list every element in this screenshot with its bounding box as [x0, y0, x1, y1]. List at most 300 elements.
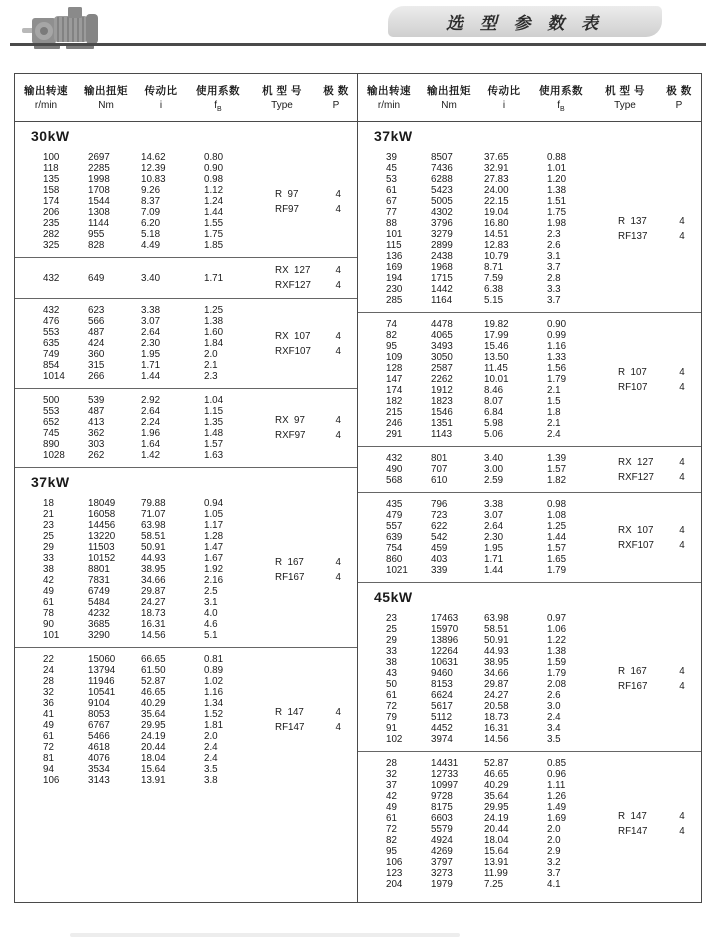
value-cell: 1143 [431, 429, 453, 440]
value-cell: 5484 [88, 597, 110, 608]
value-cell: 14.62 [141, 152, 166, 163]
type-line [606, 231, 699, 242]
type-poles-group [606, 607, 699, 751]
value-cell: 1.17 [204, 520, 224, 531]
value-cell: 22 [43, 654, 54, 665]
value-cell: 3.1 [547, 251, 561, 262]
value-cell: 95 [386, 341, 397, 352]
value-cell: 479 [386, 510, 403, 521]
value-cell: 500 [43, 395, 60, 406]
type-line [263, 280, 355, 291]
value-cell: 432 [43, 305, 60, 316]
value-cell: 413 [88, 417, 105, 428]
type-label: RF97 [275, 203, 299, 215]
value-cell: 101 [386, 229, 403, 240]
value-cell: 25 [43, 531, 54, 542]
value-cell: 1998 [88, 174, 110, 185]
value-cell: 72 [43, 742, 54, 753]
value-cell: 91 [386, 723, 397, 734]
value-cell: 18.04 [484, 835, 509, 846]
value-cell: 1.44 [204, 207, 224, 218]
value-cell: 1.44 [484, 565, 504, 576]
value-cell: 1.79 [547, 668, 567, 679]
value-cell: 7.59 [484, 273, 504, 284]
value-cell: 3.1 [204, 597, 218, 608]
value-cell: 5466 [88, 731, 110, 742]
value-cell: 24.19 [141, 731, 166, 742]
value-cell: 1.25 [204, 305, 224, 316]
value-cell: 15970 [431, 624, 459, 635]
column-unit: r/min [377, 99, 401, 111]
value-cell: 0.96 [547, 769, 567, 780]
value-cell: 1.16 [547, 341, 567, 352]
column-unit: Nm [441, 99, 457, 111]
value-cell: 7436 [431, 163, 453, 174]
value-cell: 14.56 [141, 630, 166, 641]
value-cell: 79.88 [141, 498, 166, 509]
value-cell: 2.4 [204, 742, 218, 753]
value-cell: 18049 [88, 498, 116, 509]
value-cell: 1.42 [141, 450, 161, 461]
value-cell: 3797 [431, 857, 453, 868]
table-half-body [15, 122, 357, 792]
value-cell: 77 [386, 207, 397, 218]
value-cell: 1.69 [547, 813, 567, 824]
value-cell: 3.5 [204, 764, 218, 775]
value-cell: 23 [43, 520, 54, 531]
value-cell: 24 [43, 665, 54, 676]
column-label-cn: 输出扭矩 [84, 84, 128, 97]
value-cell: 6.20 [141, 218, 161, 229]
type-label: RXF127 [275, 280, 311, 291]
value-cell: 71.07 [141, 509, 166, 520]
value-cell: 1.39 [547, 453, 567, 464]
value-cell: 1.98 [547, 218, 567, 229]
table-right-half [358, 74, 701, 902]
value-cell: 2.30 [141, 338, 161, 349]
value-cell: 78 [43, 608, 54, 619]
value-cell: 136 [386, 251, 403, 262]
value-cell: 2262 [431, 374, 453, 385]
value-cell: 14.51 [484, 229, 509, 240]
value-cell: 100 [43, 152, 60, 163]
data-block [358, 313, 701, 446]
type-label: RX 107 [275, 330, 311, 342]
value-cell: 49 [43, 586, 54, 597]
value-cell: 266 [88, 371, 105, 382]
value-cell: 128 [386, 363, 403, 374]
value-cell: 1.64 [141, 439, 161, 450]
type-label: RXF107 [618, 539, 654, 551]
value-cell: 1.12 [204, 185, 224, 196]
value-cell: 215 [386, 407, 403, 418]
value-cell: 553 [43, 406, 60, 417]
value-cell: 29 [386, 635, 397, 646]
value-cell: 6.84 [484, 407, 504, 418]
value-cell: 1.16 [204, 687, 224, 698]
table-half-body [358, 122, 701, 896]
value-cell: 432 [386, 453, 403, 464]
value-cell: 745 [43, 428, 60, 439]
value-cell: 95 [386, 846, 397, 857]
value-cell: 115 [386, 240, 402, 251]
value-cell: 3.40 [141, 272, 161, 284]
value-cell: 1715 [431, 273, 453, 284]
poles-value: 4 [335, 188, 341, 200]
value-cell: 74 [386, 319, 397, 330]
column-header [666, 83, 691, 113]
value-cell: 3050 [431, 352, 453, 363]
column-label-cn: 机 型 号 [262, 84, 302, 97]
value-cell: 325 [43, 240, 60, 251]
value-cell: 2.64 [484, 521, 504, 532]
value-cell: 3.38 [141, 305, 161, 316]
value-cell: 459 [431, 543, 448, 554]
value-cell: 88 [386, 218, 397, 229]
value-cell: 34.66 [141, 575, 166, 586]
column-unit: $f_B$ [557, 99, 565, 113]
poles-value: 4 [335, 430, 341, 441]
value-cell: 14456 [88, 520, 116, 531]
value-cell: 1.60 [204, 327, 224, 338]
value-cell: 801 [431, 453, 448, 464]
value-cell: 37 [386, 780, 397, 791]
value-cell: 18.73 [484, 712, 509, 723]
value-cell: 435 [386, 499, 403, 510]
value-cell: 206 [43, 207, 60, 218]
type-label: RF147 [618, 826, 648, 837]
type-label: R 107 [618, 366, 647, 378]
value-cell: 0.90 [204, 163, 224, 174]
column-label-cn: 传动比 [144, 84, 178, 97]
type-line [606, 826, 699, 837]
data-block [15, 146, 357, 257]
value-cell: 34.66 [484, 668, 509, 679]
value-cell: 303 [88, 439, 105, 450]
poles-value: 4 [679, 456, 685, 468]
value-cell: 50.91 [141, 542, 166, 553]
value-cell: 432 [43, 272, 60, 284]
value-cell: 1.63 [204, 450, 224, 461]
value-cell: 2.6 [547, 690, 561, 701]
value-cell: 0.97 [547, 613, 567, 624]
type-line [263, 430, 355, 441]
value-cell: 1.47 [204, 542, 224, 553]
type-label: RF167 [618, 681, 648, 692]
type-label: RX 97 [275, 415, 305, 426]
value-cell: 13.91 [141, 775, 166, 786]
value-cell: 106 [386, 857, 403, 868]
poles-value: 4 [679, 524, 685, 536]
column-label-cn: 使用系数 [539, 84, 583, 97]
value-cell: 362 [88, 428, 105, 439]
value-cell: 3.2 [547, 857, 561, 868]
value-cell: 1.81 [204, 720, 224, 731]
value-cell: 1.79 [547, 374, 567, 385]
column-unit: i [502, 99, 506, 111]
value-cell: 5005 [431, 196, 453, 207]
value-cell: 539 [88, 395, 105, 406]
type-poles-group [263, 258, 355, 298]
value-cell: 72 [386, 824, 397, 835]
value-cell: 5.18 [141, 229, 161, 240]
value-cell: 6624 [431, 690, 453, 701]
value-cell: 22.15 [484, 196, 509, 207]
type-line [606, 681, 699, 692]
type-line [606, 382, 699, 393]
type-line [263, 557, 355, 568]
value-cell: 2.9 [547, 846, 561, 857]
type-label: RF167 [275, 571, 305, 583]
value-cell: 749 [43, 349, 60, 360]
value-cell: 94 [43, 764, 54, 775]
value-cell: 58.51 [484, 624, 509, 635]
value-cell: 13220 [88, 531, 116, 542]
value-cell: 23 [386, 613, 397, 624]
value-cell: 3273 [431, 868, 453, 879]
value-cell: 12264 [431, 646, 459, 657]
value-cell: 622 [431, 521, 448, 532]
value-cell: 1.02 [204, 676, 224, 687]
page-title-banner [388, 6, 662, 37]
power-section-heading: 37kW [31, 474, 70, 490]
value-cell: 29.95 [141, 720, 166, 731]
column-label-cn: 机 型 号 [605, 84, 645, 97]
selection-parameter-table [14, 73, 702, 903]
value-cell: 3.7 [547, 295, 561, 306]
value-cell: 955 [88, 229, 105, 240]
column-header [605, 83, 645, 113]
type-label: R 147 [275, 707, 304, 718]
value-cell: 8801 [88, 564, 110, 575]
value-cell: 50 [386, 679, 397, 690]
type-poles-group [606, 493, 699, 582]
value-cell: 1.79 [547, 565, 567, 576]
value-cell: 13.50 [484, 352, 509, 363]
value-cell: 10541 [88, 687, 116, 698]
type-label: RX 127 [618, 456, 654, 468]
value-cell: 10997 [431, 780, 459, 791]
value-cell: 32 [43, 687, 54, 698]
value-cell: 6288 [431, 174, 453, 185]
poles-value: 4 [679, 381, 685, 393]
value-cell: 4924 [431, 835, 453, 846]
value-cell: 890 [43, 439, 60, 450]
value-cell: 9460 [431, 668, 453, 679]
value-cell: 1028 [43, 450, 65, 461]
value-cell: 27.83 [484, 174, 509, 185]
value-cell: 53 [386, 174, 397, 185]
value-cell: 1.44 [547, 532, 567, 543]
value-cell: 1014 [43, 371, 65, 382]
value-cell: 424 [88, 338, 105, 349]
data-block [358, 493, 701, 582]
value-cell: 1.35 [204, 417, 224, 428]
value-cell: 11503 [88, 542, 115, 553]
value-cell: 35.64 [484, 791, 509, 802]
value-cell: 723 [431, 510, 448, 521]
value-cell: 33 [43, 553, 54, 564]
value-cell: 2.8 [547, 273, 561, 284]
value-cell: 21 [43, 509, 54, 520]
value-cell: 5.15 [484, 295, 504, 306]
power-section-heading: 37kW [374, 128, 413, 144]
value-cell: 81 [43, 753, 54, 764]
value-cell: 1.59 [547, 657, 567, 668]
value-cell: 1.01 [547, 163, 567, 174]
type-line [263, 707, 355, 718]
value-cell: 1.38 [547, 185, 567, 196]
value-cell: 38.95 [484, 657, 509, 668]
value-cell: 2.16 [204, 575, 224, 586]
value-cell: 29.87 [141, 586, 166, 597]
value-cell: 7831 [88, 575, 110, 586]
value-cell: 490 [386, 464, 403, 475]
value-cell: 610 [431, 475, 448, 486]
value-cell: 9728 [431, 791, 453, 802]
value-cell: 854 [43, 360, 60, 371]
value-cell: 174 [386, 385, 403, 396]
type-label: R 167 [618, 666, 647, 677]
column-label-cn: 极 数 [666, 84, 692, 97]
value-cell: 46.65 [484, 769, 509, 780]
poles-value: 4 [679, 231, 685, 242]
column-label-cn: 使用系数 [196, 84, 240, 97]
poles-value: 4 [335, 330, 341, 342]
value-cell: 38.95 [141, 564, 166, 575]
value-cell: 0.81 [204, 654, 224, 665]
value-cell: 2.3 [204, 371, 218, 382]
column-unit: r/min [34, 99, 58, 111]
value-cell: 1.04 [204, 395, 224, 406]
value-cell: 174 [43, 196, 60, 207]
value-cell: 1.67 [204, 553, 224, 564]
column-label-cn: 输出转速 [24, 84, 68, 97]
value-cell: 1.38 [204, 316, 224, 327]
value-cell: 194 [386, 273, 403, 284]
value-cell: 315 [88, 360, 105, 371]
column-header [262, 83, 302, 113]
value-cell: 1.15 [204, 406, 224, 417]
value-cell: 2.5 [204, 586, 218, 597]
type-label: RXF127 [618, 471, 654, 483]
value-cell: 1.57 [547, 543, 567, 554]
value-cell: 24.27 [484, 690, 509, 701]
value-cell: 1.33 [547, 352, 567, 363]
column-unit: P [332, 99, 340, 111]
value-cell: 476 [43, 316, 60, 327]
value-cell: 3.3 [547, 284, 561, 295]
value-cell: 2.4 [547, 712, 561, 723]
poles-value: 4 [335, 345, 341, 357]
value-cell: 2.0 [547, 824, 561, 835]
value-cell: 5423 [431, 185, 453, 196]
column-header-row [358, 74, 701, 122]
value-cell: 16.80 [484, 218, 509, 229]
value-cell: 40.29 [141, 698, 166, 709]
value-cell: 1823 [431, 396, 453, 407]
type-line [263, 572, 355, 583]
type-line [263, 265, 355, 276]
value-cell: 1.95 [141, 349, 161, 360]
value-cell: 4076 [88, 753, 110, 764]
type-poles-group [263, 299, 355, 388]
value-cell: 11.45 [484, 363, 508, 374]
value-cell: 2.08 [547, 679, 567, 690]
value-cell: 623 [88, 305, 105, 316]
value-cell: 101 [43, 630, 60, 641]
value-cell: 36 [43, 698, 54, 709]
value-cell: 7.25 [484, 879, 504, 890]
value-cell: 15060 [88, 654, 116, 665]
value-cell: 49 [386, 802, 397, 813]
value-cell: 58.51 [141, 531, 166, 542]
value-cell: 639 [386, 532, 403, 543]
value-cell: 46.65 [141, 687, 166, 698]
type-line [606, 367, 699, 378]
value-cell: 10.83 [141, 174, 166, 185]
value-cell: 1.51 [547, 196, 567, 207]
value-cell: 2.1 [547, 418, 561, 429]
gear-motor-image [20, 2, 112, 54]
value-cell: 1968 [431, 262, 453, 273]
value-cell: 4269 [431, 846, 453, 857]
value-cell: 1.75 [547, 207, 567, 218]
value-cell: 15.64 [141, 764, 166, 775]
column-header [427, 83, 471, 113]
type-line [606, 540, 699, 551]
table-left-half [15, 74, 358, 902]
value-cell: 61.50 [141, 665, 166, 676]
value-cell: 20.58 [484, 701, 509, 712]
value-cell: 1.55 [204, 218, 224, 229]
value-cell: 3.0 [547, 701, 561, 712]
value-cell: 1.20 [547, 174, 567, 185]
value-cell: 3.38 [484, 499, 504, 510]
value-cell: 35.64 [141, 709, 166, 720]
value-cell: 553 [43, 327, 60, 338]
value-cell: 2587 [431, 363, 453, 374]
value-cell: 52.87 [141, 676, 166, 687]
value-cell: 860 [386, 554, 403, 565]
column-header [323, 83, 348, 113]
poles-value: 4 [335, 722, 341, 733]
value-cell: 45 [386, 163, 397, 174]
value-cell: 204 [386, 879, 403, 890]
value-cell: 0.89 [204, 665, 224, 676]
type-poles-group [263, 146, 355, 257]
value-cell: 0.94 [204, 498, 224, 509]
type-label: RX 127 [275, 265, 311, 276]
value-cell: 5617 [431, 701, 453, 712]
value-cell: 557 [386, 521, 403, 532]
value-cell: 12733 [431, 769, 459, 780]
value-cell: 2.0 [547, 835, 561, 846]
column-header [488, 83, 521, 113]
value-cell: 13.91 [484, 857, 509, 868]
value-cell: 1.71 [204, 272, 224, 284]
value-cell: 2285 [88, 163, 110, 174]
value-cell: 796 [431, 499, 448, 510]
value-cell: 2.1 [204, 360, 218, 371]
value-cell: 61 [386, 813, 397, 824]
value-cell: 9.26 [141, 185, 161, 196]
value-cell: 3.07 [484, 510, 504, 521]
value-cell: 38 [43, 564, 54, 575]
value-cell: 90 [43, 619, 54, 630]
value-cell: 24.00 [484, 185, 509, 196]
value-cell: 2.64 [141, 327, 161, 338]
